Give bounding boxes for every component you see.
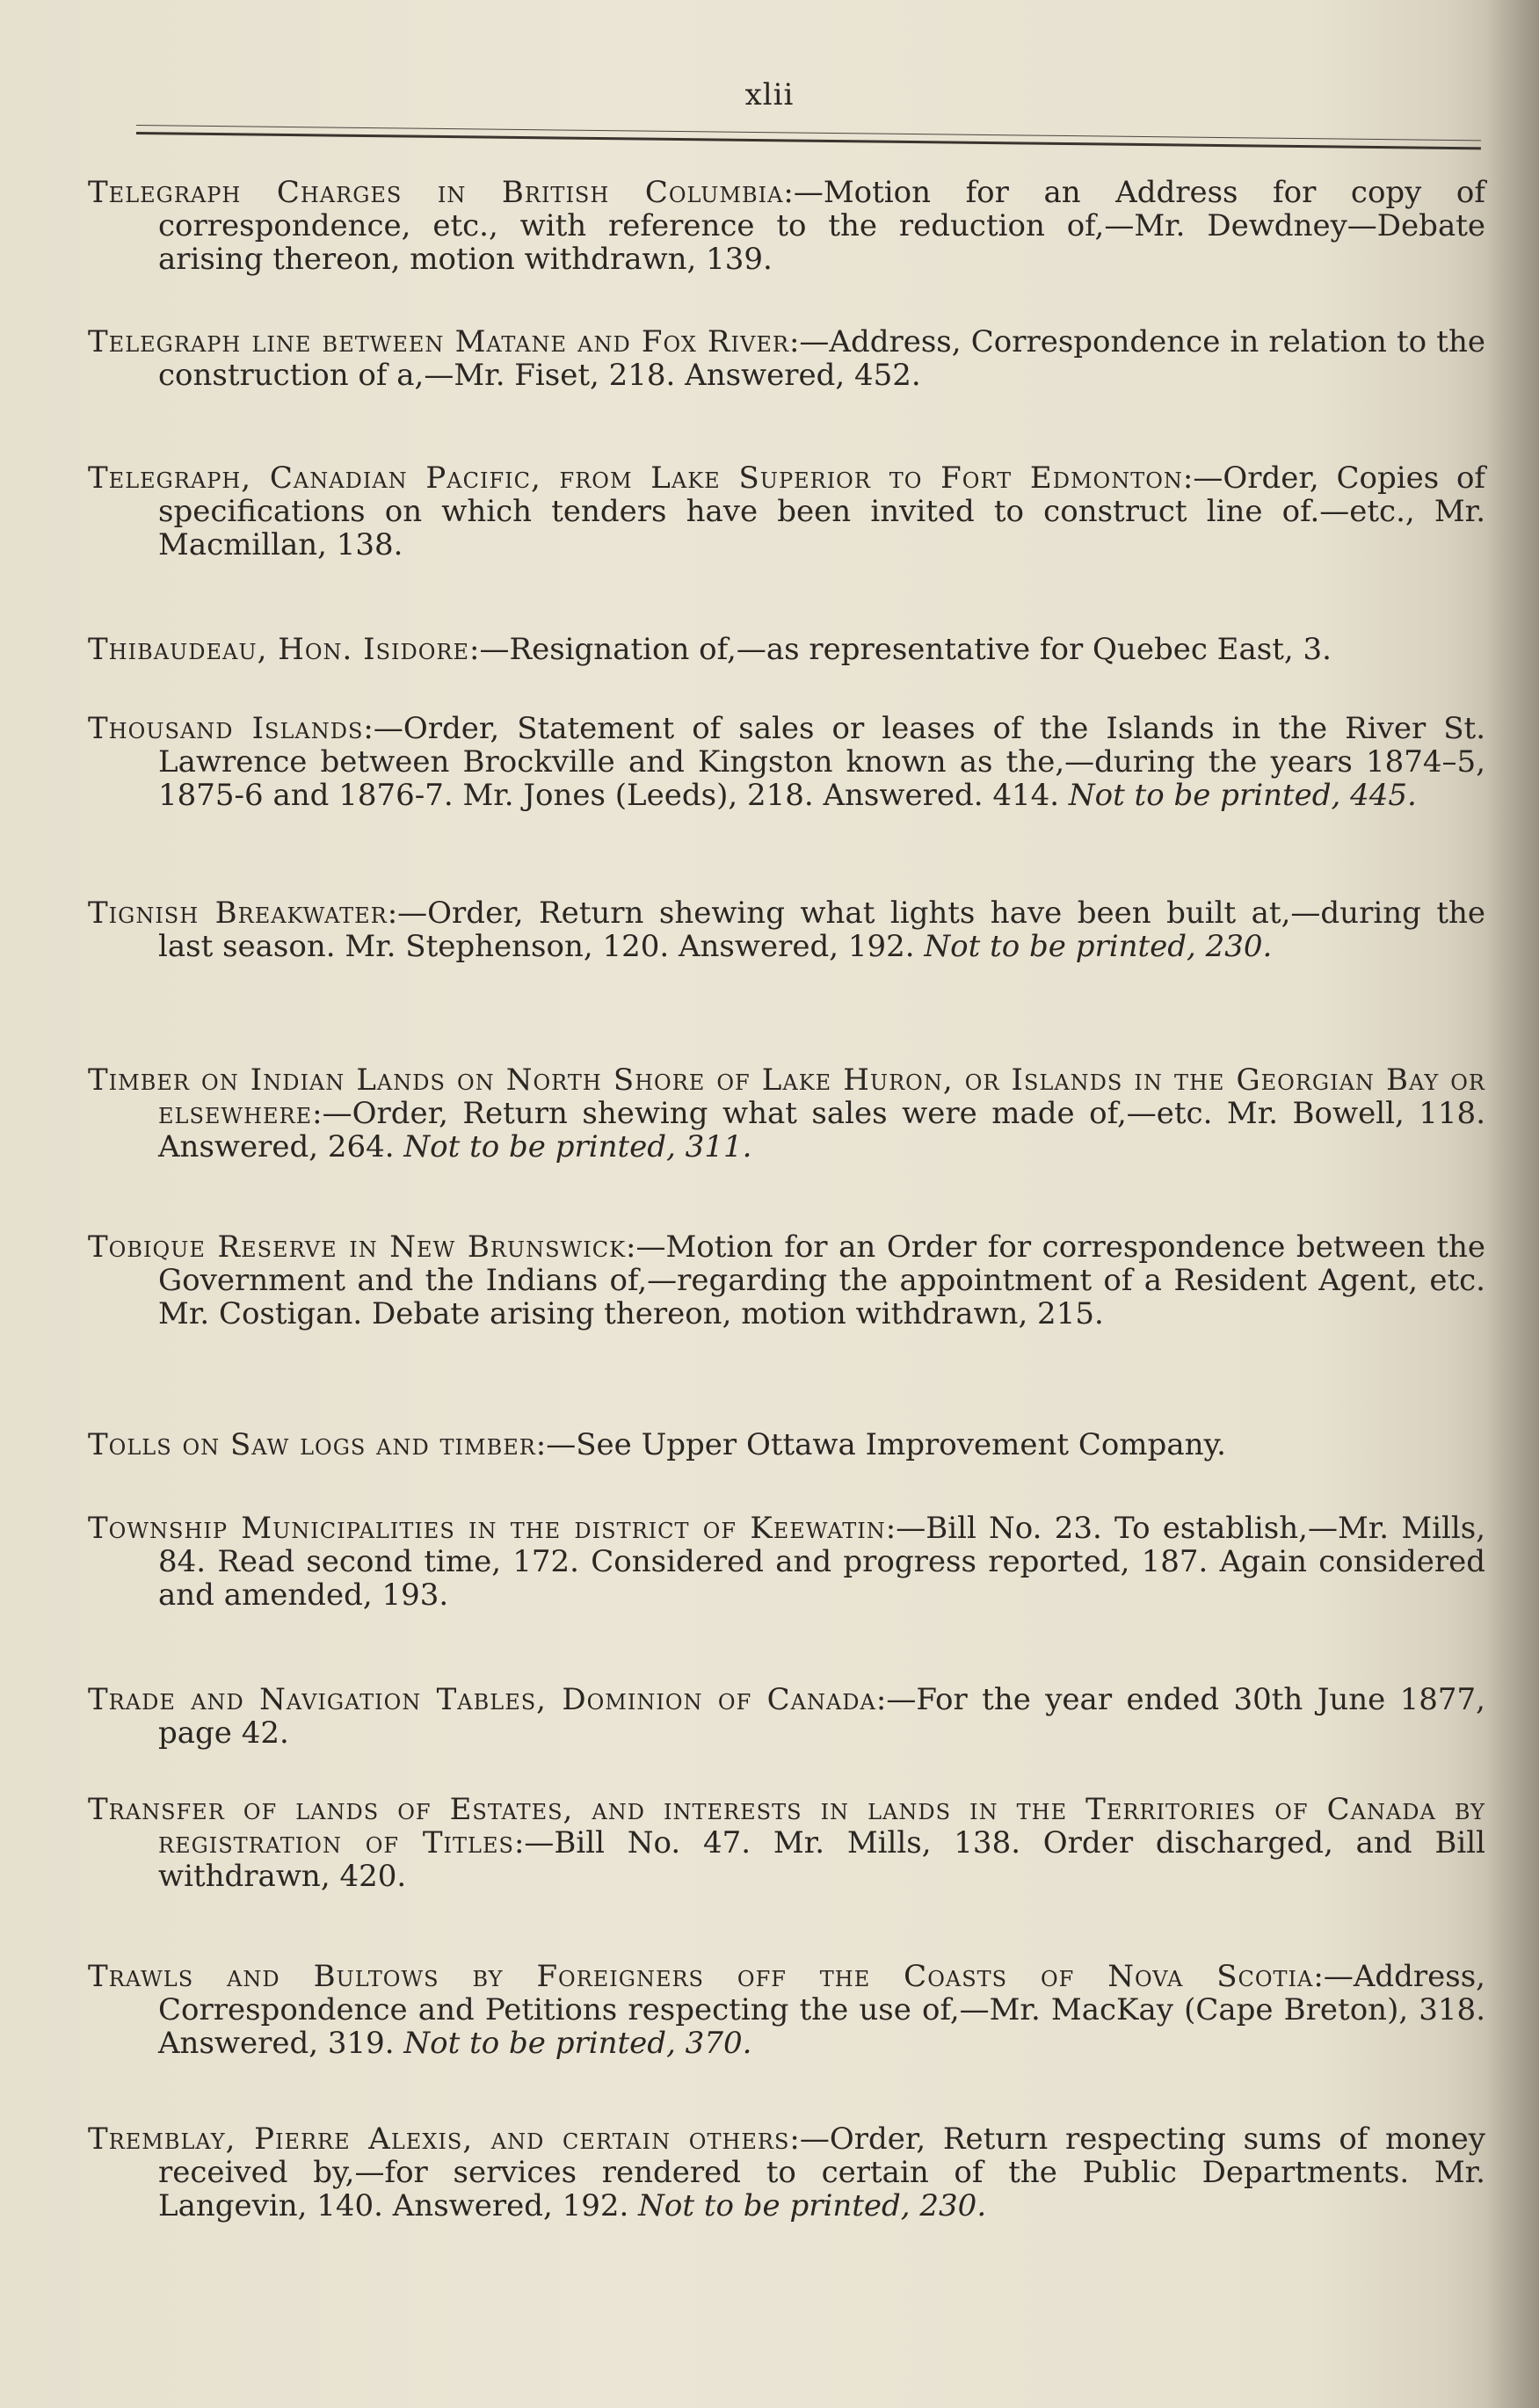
index-entry bbox=[88, 712, 1485, 812]
entry-italic-note: Not to be printed, 230. bbox=[638, 2188, 987, 2223]
entry-heading: Tobique Reserve in New Brunswick bbox=[88, 1229, 627, 1265]
entry-italic-note: Not to be printed, 311. bbox=[403, 1129, 752, 1164]
binding-shadow bbox=[1486, 0, 1539, 2408]
entry-text: :—Order, Return respecting sums of money received by,—for services rendered to certain of the Public Departments. Mr. Langevin, 140. Answered, 192. bbox=[158, 2122, 1485, 2223]
entry-heading: Tignish Breakwater bbox=[88, 896, 388, 931]
index-entry bbox=[88, 1683, 1485, 1750]
index-entry bbox=[88, 2122, 1485, 2223]
entry-heading: Timber on Indian Lands on North Shore of Lake Huron, or Islands in the Georgian Bay or elsewhere bbox=[88, 1063, 1485, 1131]
entry-heading: Tremblay, Pierre Alexis, and certain others bbox=[88, 2122, 790, 2157]
entry-heading: Township Municipalities in the district of Keewatin bbox=[88, 1511, 886, 1546]
entry-heading: Trawls and Bultows by Foreigners off the Coasts of Nova Scotia bbox=[88, 1959, 1314, 1994]
entry-heading: Telegraph, Canadian Pacific, from Lake Superior to Fort Edmonton bbox=[88, 461, 1183, 496]
entry-text: :—Motion for an Address for copy of correspondence, etc., with reference to the reduction of,—Mr. Dewdney—Debate arising thereon, motion withdrawn, 139. bbox=[158, 175, 1485, 277]
entry-italic-note: Not to be printed, 230. bbox=[924, 929, 1273, 964]
entry-heading: Tolls on Saw logs and timber bbox=[88, 1427, 536, 1462]
header-rule-thin bbox=[136, 125, 1481, 141]
index-entry bbox=[88, 461, 1485, 562]
entry-text: :—Bill No. 47. Mr. Mills, 138. Order discharged, and Bill withdrawn, 420. bbox=[158, 1825, 1486, 1894]
entry-heading: Telegraph line between Matane and Fox River bbox=[88, 324, 789, 359]
index-entry bbox=[88, 896, 1485, 963]
entry-text: :—Address, Correspondence in relation to the construction of a,—Mr. Fiset, 218. Answered, 452. bbox=[158, 324, 1485, 393]
index-entry bbox=[88, 1428, 1485, 1461]
entry-italic-note: Not to be printed, 445. bbox=[1068, 778, 1417, 813]
entry-text: :—Order, Statement of sales or leases of the Islands in the River St. Lawrence between Brockville and Kingston known as the,—during the years 1874–5, 1875-6 and 1876-7. Mr. Jones (Leeds), 218. Answered. 414. bbox=[158, 711, 1485, 813]
index-entry bbox=[88, 325, 1485, 392]
entry-text: :—Bill No. 23. To establish,—Mr. Mills, 84. Read second time, 172. Considered and progress reported, 187. Again considered and amended, 193. bbox=[158, 1511, 1486, 1613]
entry-text: :—Order, Return shewing what lights have been built at,—during the last season. Mr. Stephenson, 120. Answered, 192. bbox=[158, 896, 1485, 964]
entry-text: :—Resignation of,—as representative for Quebec East, 3. bbox=[469, 632, 1332, 667]
index-entry bbox=[88, 1230, 1485, 1331]
entry-italic-note: Not to be printed, 370. bbox=[403, 2026, 752, 2061]
index-entry bbox=[88, 1793, 1485, 1893]
entry-heading: Thousand Islands bbox=[88, 711, 364, 746]
entry-text: :—Address, Correspondence and Petitions respecting the use of,—Mr. MacKay (Cape Breton), 318. Answered, 319. bbox=[158, 1959, 1485, 2061]
index-entry bbox=[88, 1960, 1485, 2060]
page-number: xlii bbox=[744, 77, 795, 112]
entry-text: :—Order, Copies of specifications on which tenders have been invited to construct line of.—etc., Mr. Macmillan, 138. bbox=[158, 461, 1485, 562]
entry-text: :—See Upper Ottawa Improvement Company. bbox=[535, 1427, 1226, 1462]
entry-heading: Telegraph Charges in British Columbia bbox=[88, 175, 784, 210]
entry-heading: Thibaudeau, Hon. Isidore bbox=[88, 632, 470, 667]
index-entry bbox=[88, 1512, 1485, 1612]
entry-text: :—Motion for an Order for correspondence between the Government and the Indians of,—regarding the appointment of a Resident Agent, etc. Mr. Costigan. Debate arising thereon, motion withdrawn, 215. bbox=[158, 1229, 1486, 1331]
index-entry bbox=[88, 633, 1485, 666]
header-rule bbox=[136, 132, 1481, 149]
entry-text: :—Order, Return shewing what sales were made of,—etc. Mr. Bowell, 118. Answered, 264. bbox=[158, 1096, 1485, 1164]
entry-heading: Trade and Navigation Tables, Dominion of Canada bbox=[88, 1682, 876, 1717]
index-entry bbox=[88, 176, 1485, 276]
entry-text: :—For the year ended 30th June 1877, page 42. bbox=[158, 1682, 1485, 1751]
index-entry bbox=[88, 1063, 1485, 1164]
entry-heading: Transfer of lands of Estates, and interests in lands in the Territories of Canada by registration of Titles bbox=[88, 1792, 1485, 1860]
